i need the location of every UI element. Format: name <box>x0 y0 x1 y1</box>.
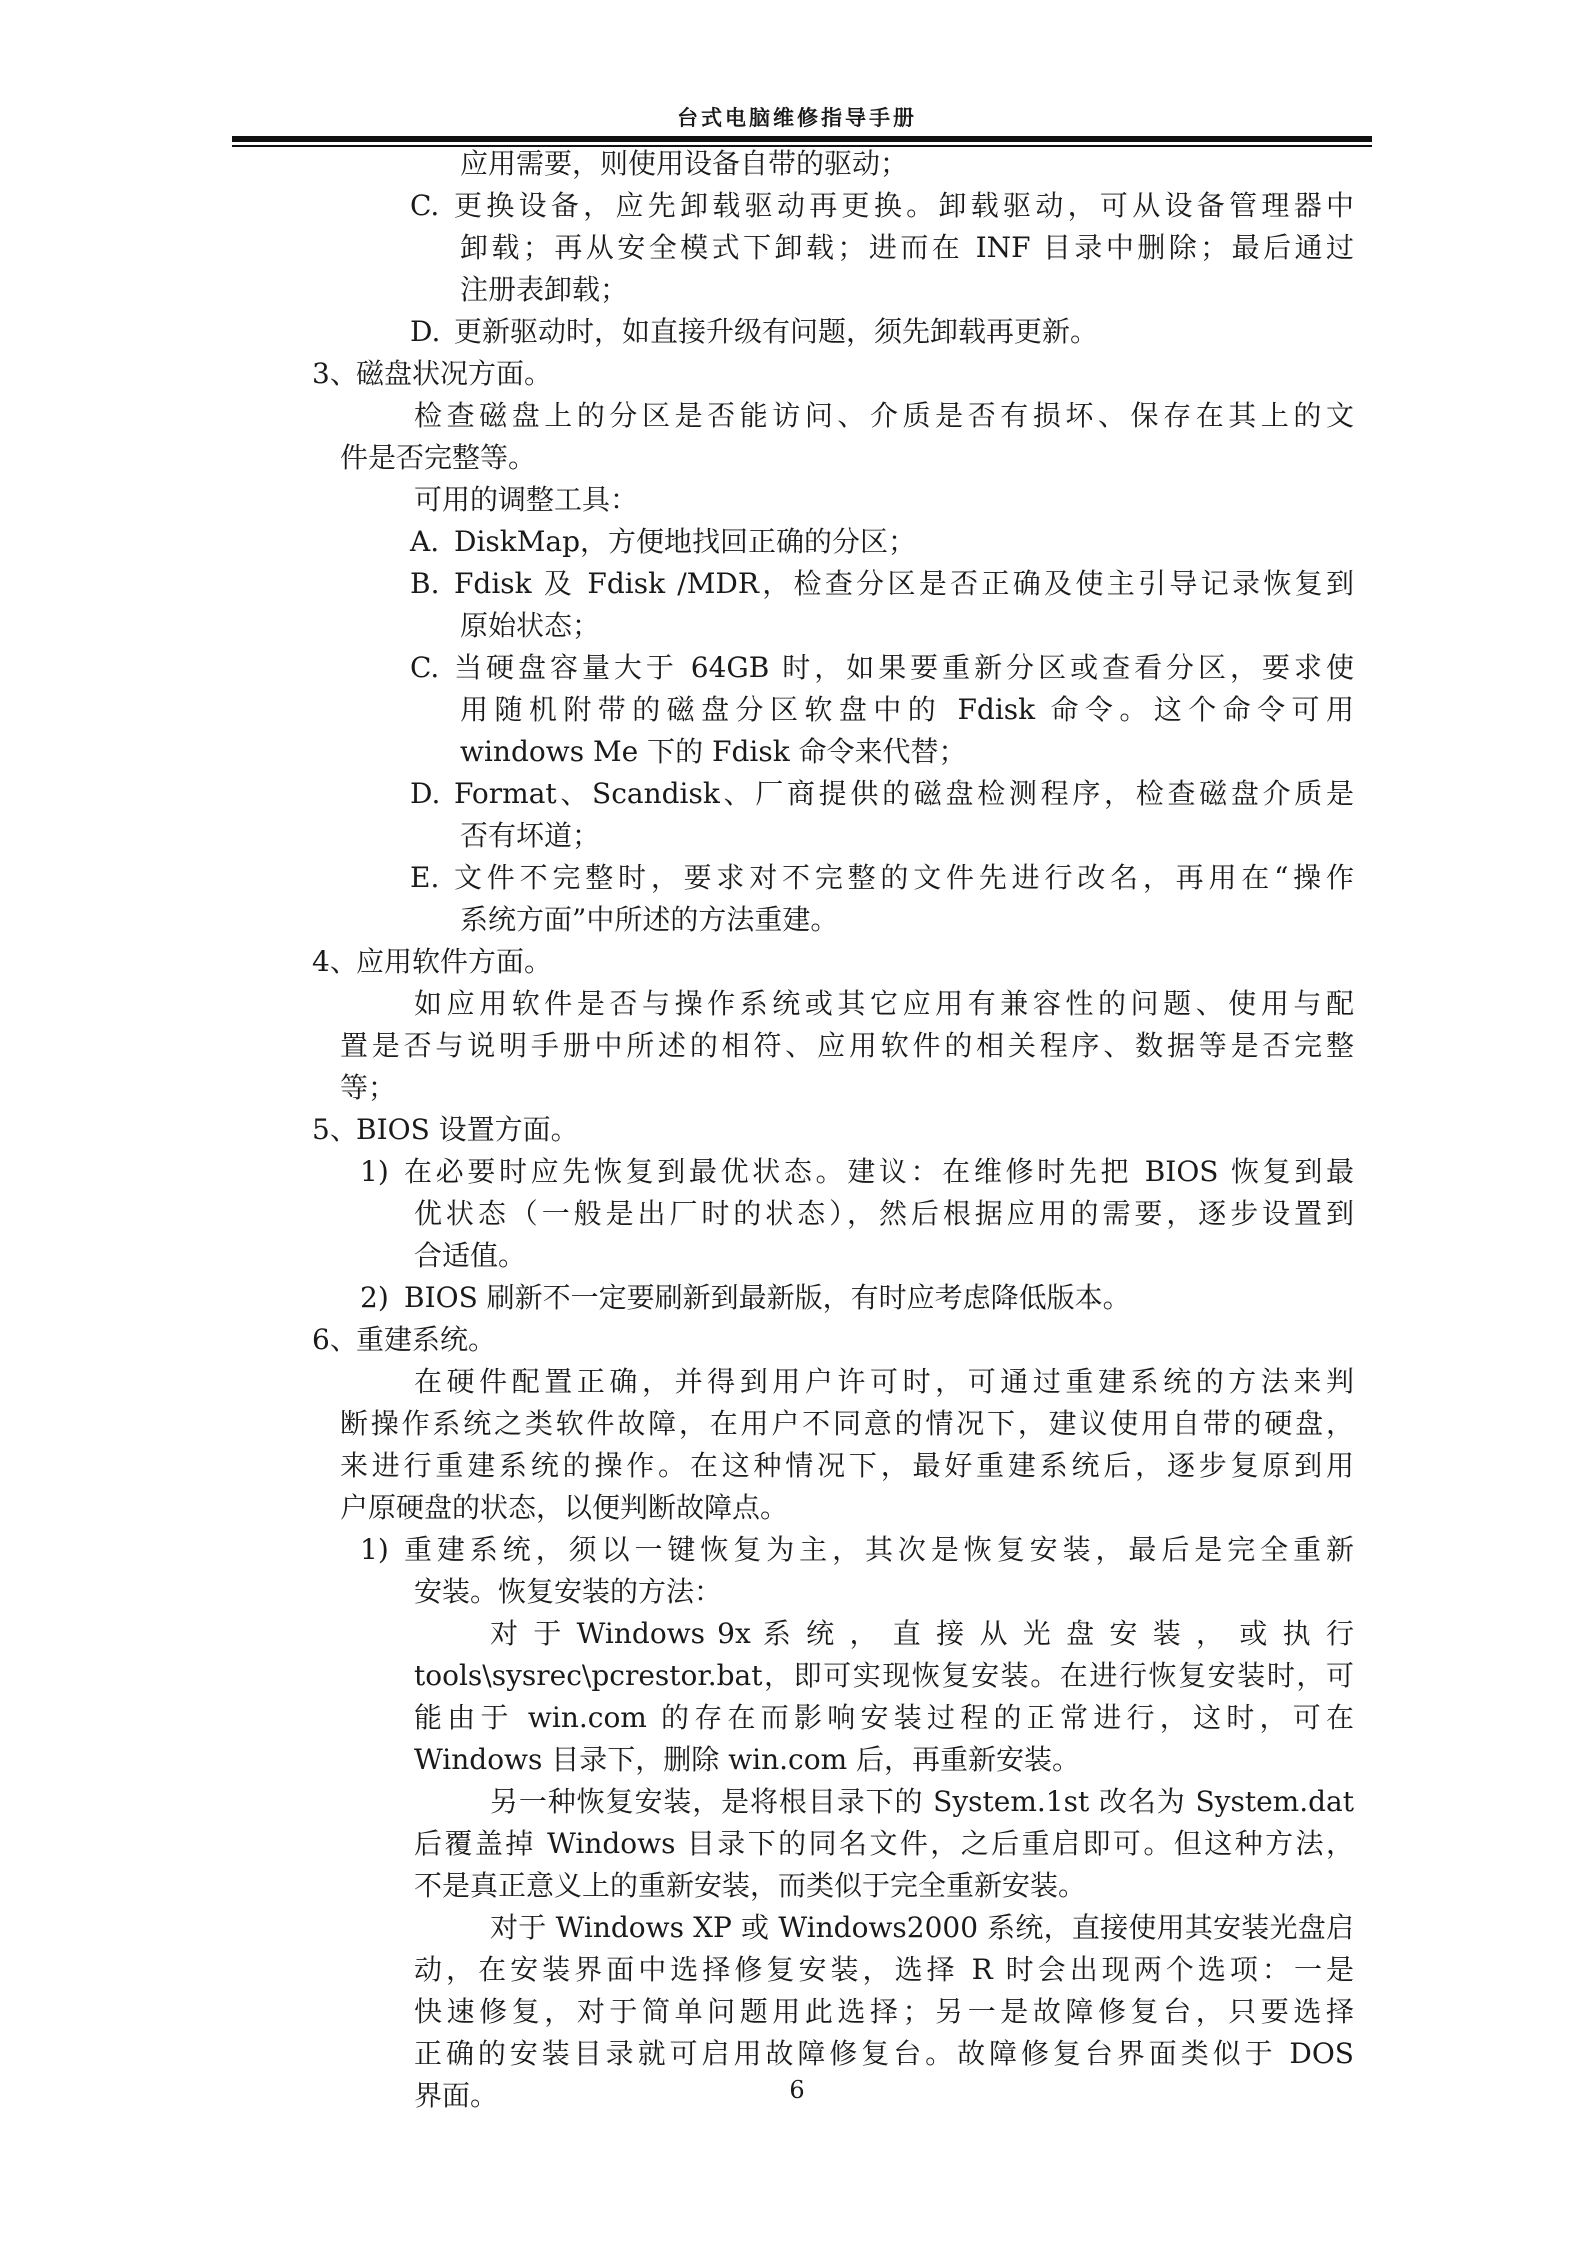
text-line <box>410 522 916 562</box>
text-line <box>414 396 1354 436</box>
line-text: 在硬件配置正确，并得到用户许可时，可通过重建系统的方法来判 <box>414 1365 1354 1398</box>
line-text: 卸载；再从安全模式下卸载；进而在 INF 目录中删除；最后通过 <box>460 231 1354 264</box>
line-text: 合适值。 <box>414 1239 527 1272</box>
line-text: 优状态（一般是出厂时的状态），然后根据应用的需要，逐步设置到 <box>414 1197 1354 1230</box>
line-text: 在必要时应先恢复到最优状态。建议：在维修时先把 BIOS 恢复到最 <box>404 1155 1354 1188</box>
text-line <box>414 984 1354 1024</box>
text-line <box>410 186 1354 226</box>
list-marker: C. <box>410 651 440 684</box>
line-text: 更换设备，应先卸载驱动再更换。卸载驱动，可从设备管理器中 <box>454 189 1354 222</box>
line-text: 应用需要，则使用设备自带的驱动； <box>460 147 909 180</box>
text-line <box>312 1110 579 1150</box>
text-line <box>312 1320 496 1360</box>
line-text: 应用软件方面。 <box>356 945 553 978</box>
text-line <box>414 1740 1080 1780</box>
text-line <box>410 648 1354 688</box>
text-line <box>414 1362 1354 1402</box>
line-text: 用随机附带的磁盘分区软盘中的 Fdisk 命令。这个命令可用 <box>460 693 1354 726</box>
text-line <box>460 816 600 856</box>
line-text: 安装。恢复安装的方法： <box>414 1575 723 1608</box>
line-text: 来进行重建系统的操作。在这种情况下，最好重建系统后，逐步复原到用 <box>340 1449 1354 1482</box>
line-text: 磁盘状况方面。 <box>356 357 553 390</box>
text-line <box>340 1068 396 1108</box>
line-text: Format、Scandisk、厂商提供的磁盘检测程序，检查磁盘介质是 <box>454 777 1354 810</box>
line-text: 快速修复，对于简单问题用此选择；另一是故障修复台，只要选择 <box>414 1995 1354 2028</box>
text-line <box>490 1614 1354 1654</box>
text-line <box>410 564 1354 604</box>
text-line <box>414 1236 526 1276</box>
line-text: BIOS 设置方面。 <box>356 1113 579 1146</box>
line-text: 对 于 Windows 9x 系 统 ， 直 接 从 光 盘 安 装 ， 或 执 行 <box>490 1617 1354 1650</box>
line-text: 后覆盖掉 Windows 目录下的同名文件，之后重启即可。但这种方法， <box>414 1827 1354 1860</box>
line-text: 否有坏道； <box>460 819 601 852</box>
text-line <box>460 732 967 772</box>
list-marker: B. <box>410 567 440 600</box>
list-marker: D. <box>410 777 441 810</box>
line-text: 文件不完整时，要求对不完整的文件先进行改名，再用在“操作 <box>454 861 1354 894</box>
text-line <box>460 228 1354 268</box>
text-line <box>460 270 628 310</box>
line-text: 动，在安装界面中选择修复安装，选择 R 时会出现两个选项：一是 <box>414 1953 1354 1986</box>
text-line <box>414 1992 1354 2032</box>
line-text: 当硬盘容量大于 64GB 时，如果要重新分区或查看分区，要求使 <box>454 651 1354 684</box>
line-text: 件是否完整等。 <box>340 441 537 474</box>
line-text: 不是真正意义上的重新安装，而类似于完全重新安装。 <box>414 1869 1087 1902</box>
line-text: 界面。 <box>414 2079 499 2112</box>
page-number: 6 <box>789 2076 805 2104</box>
text-line <box>360 1278 1131 1318</box>
header-rule-thick <box>232 136 1372 142</box>
text-line <box>360 1152 1354 1192</box>
line-text: 置是否与说明手册中所述的相符、应用软件的相关程序、数据等是否完整 <box>340 1029 1354 1062</box>
text-line <box>490 1782 1354 1822</box>
text-line <box>460 144 908 184</box>
list-marker: 2) <box>360 1281 389 1314</box>
text-line <box>312 354 552 394</box>
line-text: BIOS 刷新不一定要刷新到最新版，有时应考虑降低版本。 <box>404 1281 1131 1314</box>
line-text: 另一种恢复安装，是将根目录下的 System.1st 改名为 System.dat <box>490 1785 1354 1818</box>
list-marker: 1) <box>360 1155 389 1188</box>
text-line <box>490 1908 1354 1948</box>
line-text: 系统方面”中所述的方法重建。 <box>460 903 839 936</box>
line-text: 原始状态； <box>460 609 601 642</box>
line-text: 更新驱动时，如直接升级有问题，须先卸载再更新。 <box>454 315 1099 348</box>
text-line <box>414 1194 1354 1234</box>
line-text: 可用的调整工具： <box>414 483 639 516</box>
line-text: 能由于 win.com 的存在而影响安装过程的正常进行，这时，可在 <box>414 1701 1354 1734</box>
line-text: 重建系统，须以一键恢复为主，其次是恢复安装，最后是完全重新 <box>404 1533 1354 1566</box>
line-text: DiskMap，方便地找回正确的分区； <box>454 525 917 558</box>
line-text: 重建系统。 <box>356 1323 497 1356</box>
line-text: 如应用软件是否与操作系统或其它应用有兼容性的问题、使用与配 <box>414 987 1354 1020</box>
text-line <box>414 2034 1354 2074</box>
text-line <box>414 1656 1354 1696</box>
running-header-title: 台式电脑维修指导手册 <box>677 106 917 130</box>
text-line <box>410 774 1354 814</box>
text-line <box>460 900 838 940</box>
line-text: windows Me 下的 Fdisk 命令来代替； <box>460 735 967 768</box>
line-text: tools\sysrec\pcrestor.bat，即可实现恢复安装。在进行恢复安装时，可 <box>414 1659 1354 1692</box>
list-marker: 5、 <box>312 1113 358 1146</box>
line-text: 注册表卸载； <box>460 273 629 306</box>
line-text: 对于 Windows XP 或 Windows2000 系统，直接使用其安装光盘启 <box>490 1911 1354 1944</box>
text-line <box>414 1824 1354 1864</box>
list-marker: 6、 <box>312 1323 358 1356</box>
text-line <box>414 1866 1086 1906</box>
text-line <box>414 1698 1354 1738</box>
text-line <box>340 438 536 478</box>
line-text: 正确的安装目录就可启用故障修复台。故障修复台界面类似于 DOS <box>414 2037 1354 2070</box>
line-text: Windows 目录下，删除 win.com 后，再重新安装。 <box>414 1743 1081 1776</box>
list-marker: 4、 <box>312 945 358 978</box>
text-line <box>460 690 1354 730</box>
list-marker: E. <box>410 861 440 894</box>
text-line <box>312 942 552 982</box>
list-marker: 1) <box>360 1533 389 1566</box>
text-line <box>360 1530 1354 1570</box>
line-text: 断操作系统之类软件故障，在用户不同意的情况下，建议使用自带的硬盘， <box>340 1407 1354 1440</box>
text-line <box>460 606 600 646</box>
list-marker: C. <box>410 189 440 222</box>
text-line <box>340 1404 1354 1444</box>
list-marker: A. <box>410 525 440 558</box>
text-line <box>410 312 1098 352</box>
text-line <box>414 1950 1354 1990</box>
text-line <box>414 1572 722 1612</box>
list-marker: 3、 <box>312 357 358 390</box>
text-line <box>340 1488 788 1528</box>
line-text: 户原硬盘的状态，以便判断故障点。 <box>340 1491 789 1524</box>
text-line <box>414 480 638 520</box>
text-line <box>410 858 1354 898</box>
text-line <box>340 1446 1354 1486</box>
line-text: Fdisk 及 Fdisk /MDR，检查分区是否正确及使主引导记录恢复到 <box>454 567 1354 600</box>
list-marker: D. <box>410 315 441 348</box>
text-line <box>340 1026 1354 1066</box>
line-text: 等； <box>340 1071 397 1104</box>
line-text: 检查磁盘上的分区是否能访问、介质是否有损坏、保存在其上的文 <box>414 399 1354 432</box>
